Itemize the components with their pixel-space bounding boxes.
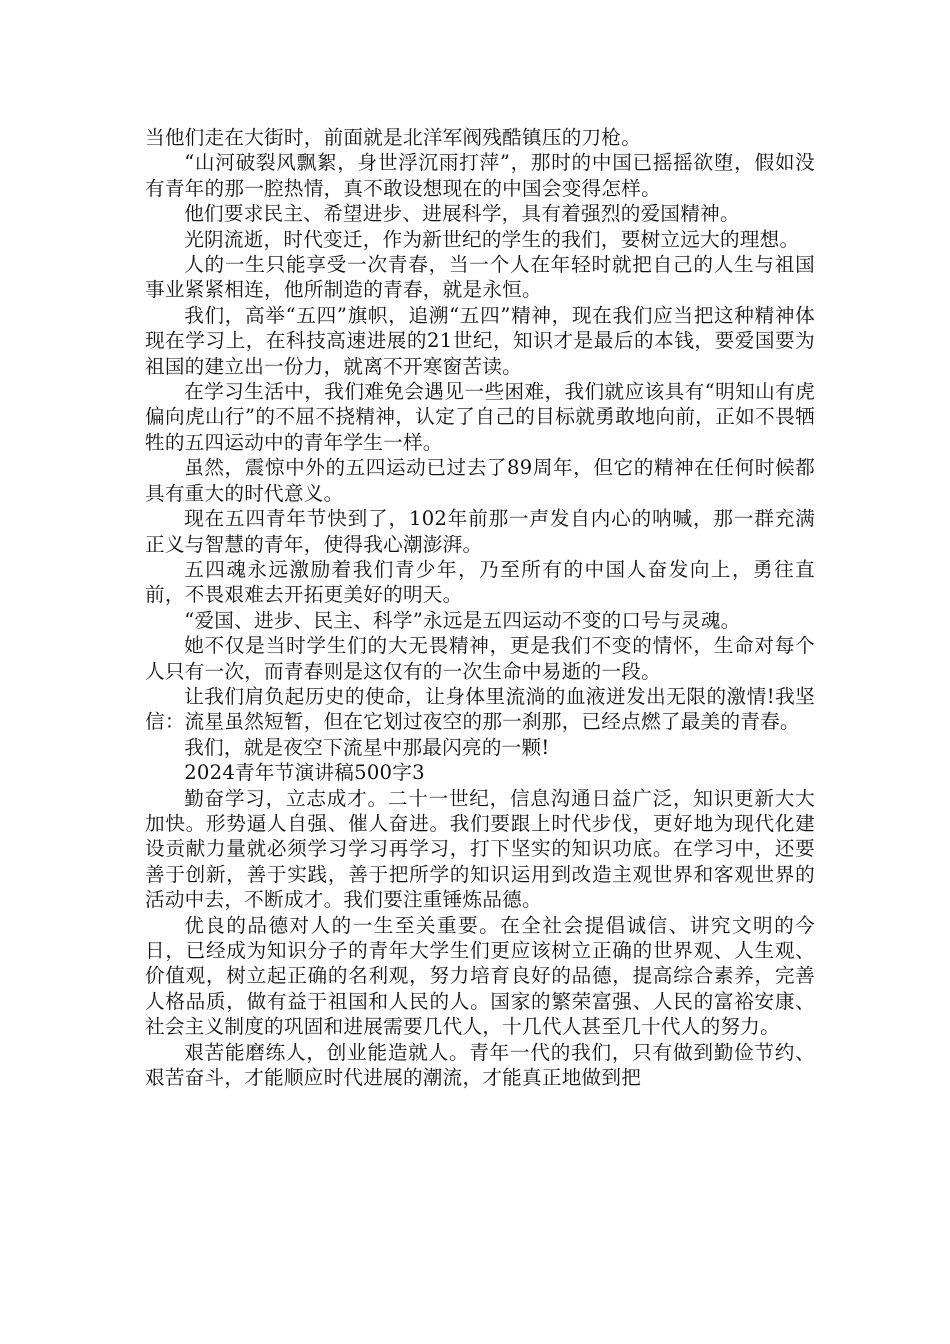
paragraph: “爱国、进步、民主、科学”永远是五四运动不变的口号与灵魂。 (184, 608, 741, 632)
paragraph: 当他们走在大街时，前面就是北洋军阀残酷镇压的刀枪。 (145, 126, 642, 149)
paragraph: 他们要求民主、希望进步、进展科学，具有着强烈的爱国精神。 (184, 202, 740, 226)
paragraph: 现在五四青年节快到了，102年前那一声发自内心的呐喊，那一群充满正义与智慧的青年，使得我心潮澎湃。 (145, 507, 815, 556)
paragraph: 人的一生只能享受一次青春，当一个人在年轻时就把自己的人生与祖国事业紧紧相连，他所制造的青春，就是永恒。 (145, 253, 815, 302)
paragraph: “山河破裂风飘絮，身世浮沉雨打萍”，那时的中国已摇摇欲堕，假如没有青年的那一腔热情，真不敢设想现在的中国会变得怎样。 (145, 151, 815, 200)
paragraph: 虽然，震惊中外的五四运动已过去了89周年，但它的精神在任何时候都具有重大的时代意义。 (145, 456, 815, 505)
section-heading: 2024青年节演讲稿500字3 (184, 761, 425, 785)
document-body (145, 125, 815, 1090)
paragraph: 光阴流逝，时代变迁，作为新世纪的学生的我们，要树立远大的理想。 (184, 227, 800, 251)
paragraph: 让我们肩负起历史的使命，让身体里流淌的血液迸发出无限的激情!我坚信：流星虽然短暂，但在它划过夜空的那一刹那，已经点燃了最美的青春。 (145, 684, 815, 734)
paragraph: 在学习生活中，我们难免会遇见一些困难，我们就应该具有“明知山有虎偏向虎山行”的不屈不挠精神，认定了自己的目标就勇敢地向前，正如不畏牺牲的五四运动中的青年学生一样。 (145, 380, 815, 454)
paragraph: 我们，高举“五四”旗帜，追溯“五四”精神，现在我们应当把这种精神体现在学习上，在科技高速进展的21世纪，知识才是最后的本钱，要爱国要为祖国的建立出一份力，就离不开寒窗苦读。 (145, 303, 815, 378)
paragraph: 我们，就是夜空下流星中那最闪亮的一颗! (184, 735, 550, 759)
paragraph: 优良的品德对人的一生至关重要。在全社会提倡诚信、讲究文明的今日，已经成为知识分子的青年大学生们更应该树立正确的世界观、人生观、价值观，树立起正确的名利观，努力培育良好的品德，提高综合素养，完善人格品质，做有益于祖国和人民的人。国家的繁荣富强、人民的富裕安康、社会主义制度的巩固和进展需要几代人，十几代人甚至几十代人的努力。 (145, 913, 815, 1039)
paragraph: 她不仅是当时学生们的大无畏精神，更是我们不变的情怀，生命对每个人只有一次，而青春则是这仅有的一次生命中易逝的一段。 (145, 634, 815, 683)
paragraph: 勤奋学习，立志成才。二十一世纪，信息沟通日益广泛，知识更新大大加快。形势逼人自强、催人奋进。我们要跟上时代步伐，更好地为现代化建设贡献力量就必须学习学习再学习，打下坚实的知识功底。在学习中，还要善于创新，善于实践，善于把所学的知识运用到改造主观世界和客观世界的活动中去，不断成才。我们要注重锤炼品德。 (145, 786, 815, 912)
paragraph: 五四魂永远激励着我们青少年，乃至所有的中国人奋发向上，勇往直前，不畏艰难去开拓更美好的明天。 (145, 557, 815, 607)
paragraph: 艰苦能磨练人，创业能造就人。青年一代的我们，只有做到勤俭节约、艰苦奋斗，才能顺应时代进展的潮流，才能真正地做到把 (145, 1040, 815, 1090)
